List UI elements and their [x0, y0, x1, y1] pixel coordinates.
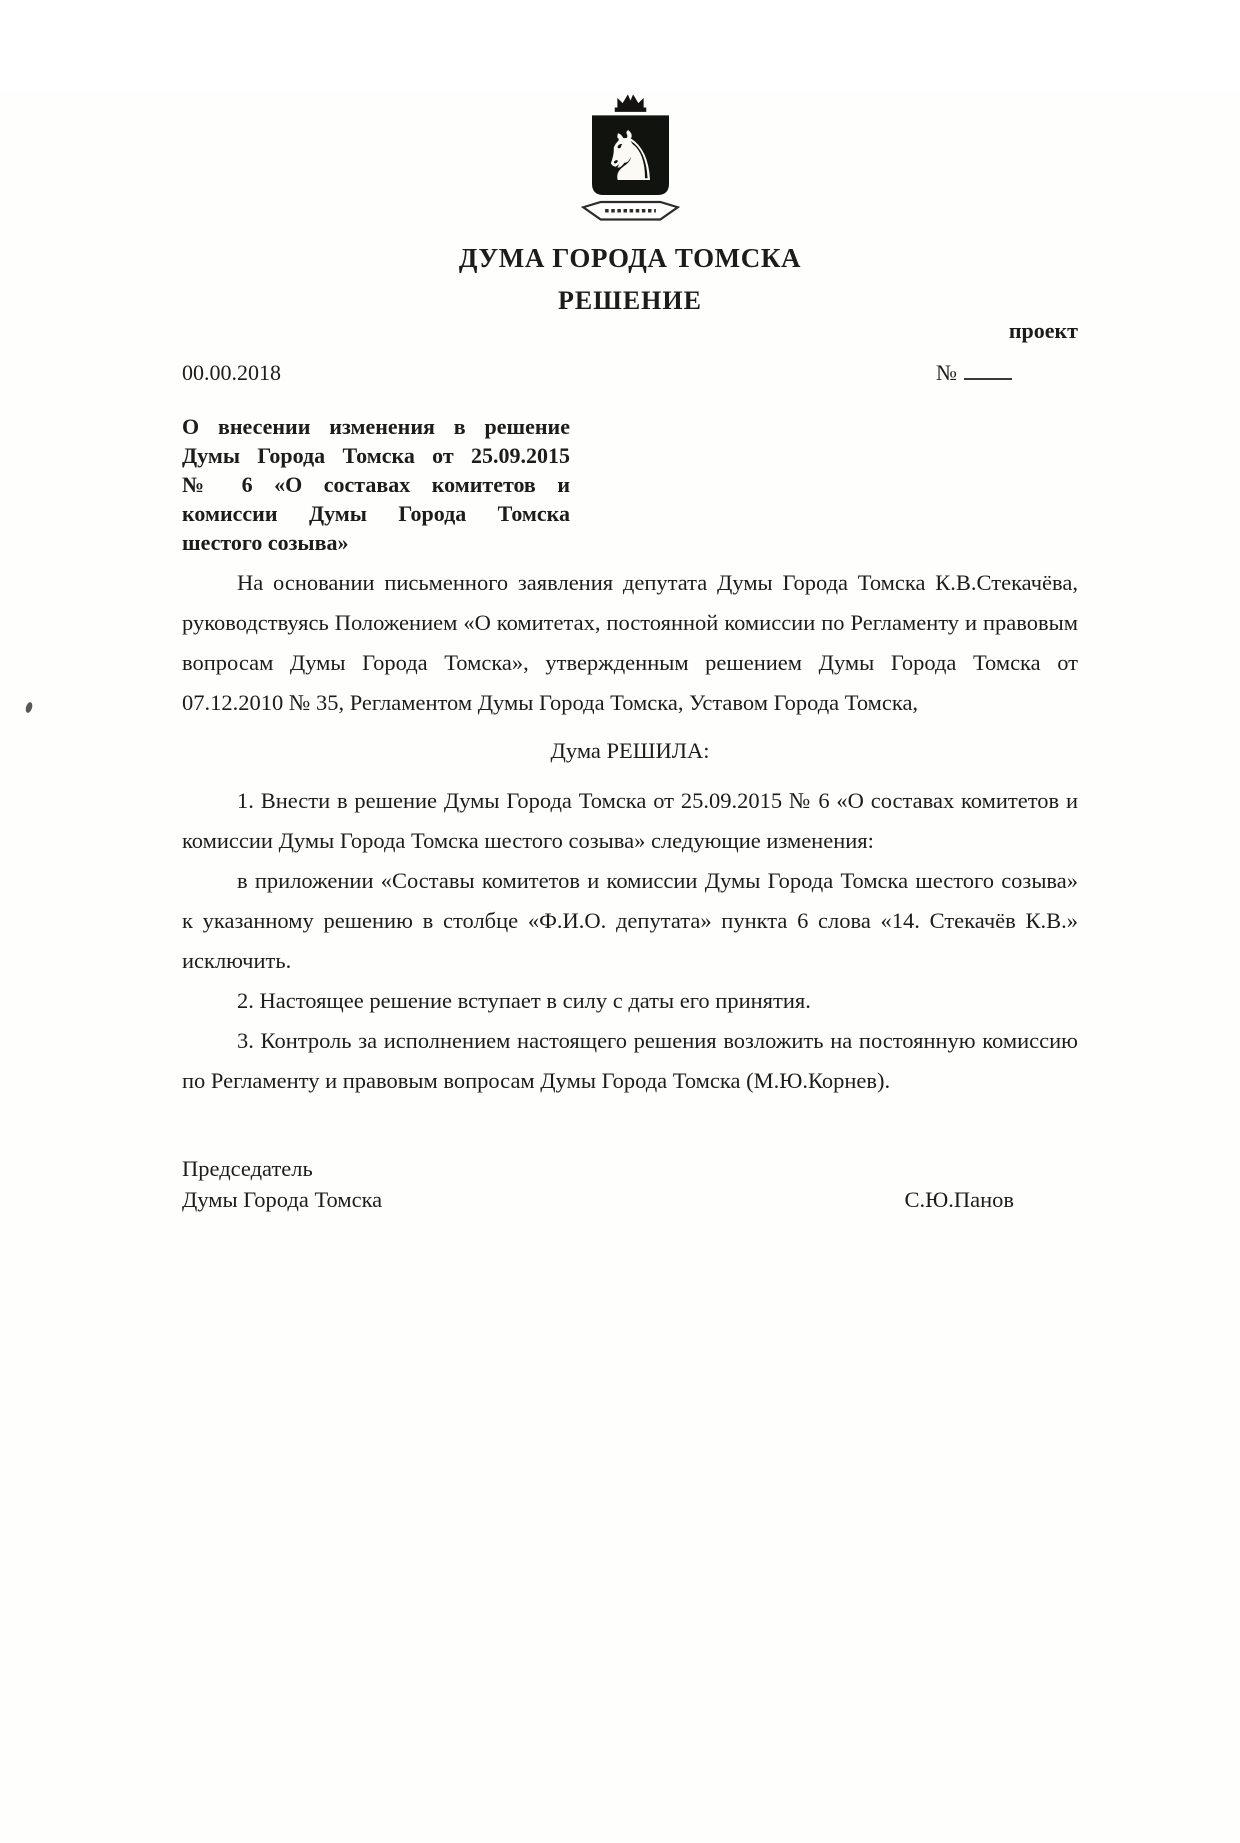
- horse-icon: ♞: [599, 118, 661, 198]
- doc-type-title: РЕШЕНИЕ: [558, 286, 702, 315]
- subject-block: [182, 412, 570, 557]
- resolution-item-2: 2. Настоящее решение вступает в силу с даты его принятия.: [237, 988, 811, 1013]
- subject-line: комиссии Думы Города Томска: [182, 501, 570, 526]
- number-sign: №: [936, 360, 957, 385]
- intro-paragraph: На основании письменного заявления депутата Думы Города Томска К.В.Стекачёва, руководствуясь Положением «О комитетах, постоянной комиссии по Регламенту и правовым вопросам Думы Города Томска», утвержденным решением Думы Города Томска от 07.12.2010 № 35, Регламентом Думы Города Томска, Уставом Города Томска,: [182, 570, 1078, 715]
- doc-date: 00.00.2018: [182, 360, 281, 385]
- signer-name: С.Ю.Панов: [904, 1187, 1014, 1212]
- resolution-item-1-detail: в приложении «Составы комитетов и комиссии Думы Города Томска шестого созыва» к указанному решению в столбце «Ф.И.О. депутата» пункта 6 слова «14. Стекачёв К.В.» исключить.: [182, 868, 1078, 973]
- scan-artifact: [24, 701, 33, 713]
- signer-position-line1: Председатель: [182, 1156, 313, 1181]
- date-number-row: [182, 360, 1078, 386]
- resolution-item-3: 3. Контроль за исполнением настоящего решения возложить на постоянную комиссию по Регламенту и правовым вопросам Думы Города Томска (М.Ю.Корнев).: [182, 1028, 1078, 1093]
- crown-icon: [617, 94, 643, 109]
- subject-line: О внесении изменения в решение: [182, 414, 570, 439]
- subject-line: Думы Города Томска от 25.09.2015: [182, 443, 570, 468]
- signature-block: [182, 1153, 1078, 1215]
- doc-number: [936, 360, 1012, 386]
- document-page: [0, 90, 1240, 1843]
- emblem-graphic: [578, 90, 683, 230]
- org-name: ДУМА ГОРОДА ТОМСКА: [458, 243, 802, 273]
- draft-label: проект: [1008, 318, 1078, 343]
- resolution-heading: Дума РЕШИЛА:: [550, 738, 710, 763]
- tomsk-coat-of-arms-icon: [574, 90, 686, 235]
- resolution-item-1: 1. Внести в решение Думы Города Томска от 25.09.2015 № 6 «О составах комитетов и комиссии Думы Города Томска шестого созыва» следующие изменения:: [182, 788, 1078, 853]
- signer-position-line2: Думы Города Томска: [182, 1187, 383, 1212]
- signer-position: [182, 1153, 382, 1215]
- number-blank-line: [964, 378, 1012, 380]
- subject-line: шестого созыва»: [182, 530, 349, 555]
- subject-line: № 6 «О составах комитетов и: [182, 472, 570, 497]
